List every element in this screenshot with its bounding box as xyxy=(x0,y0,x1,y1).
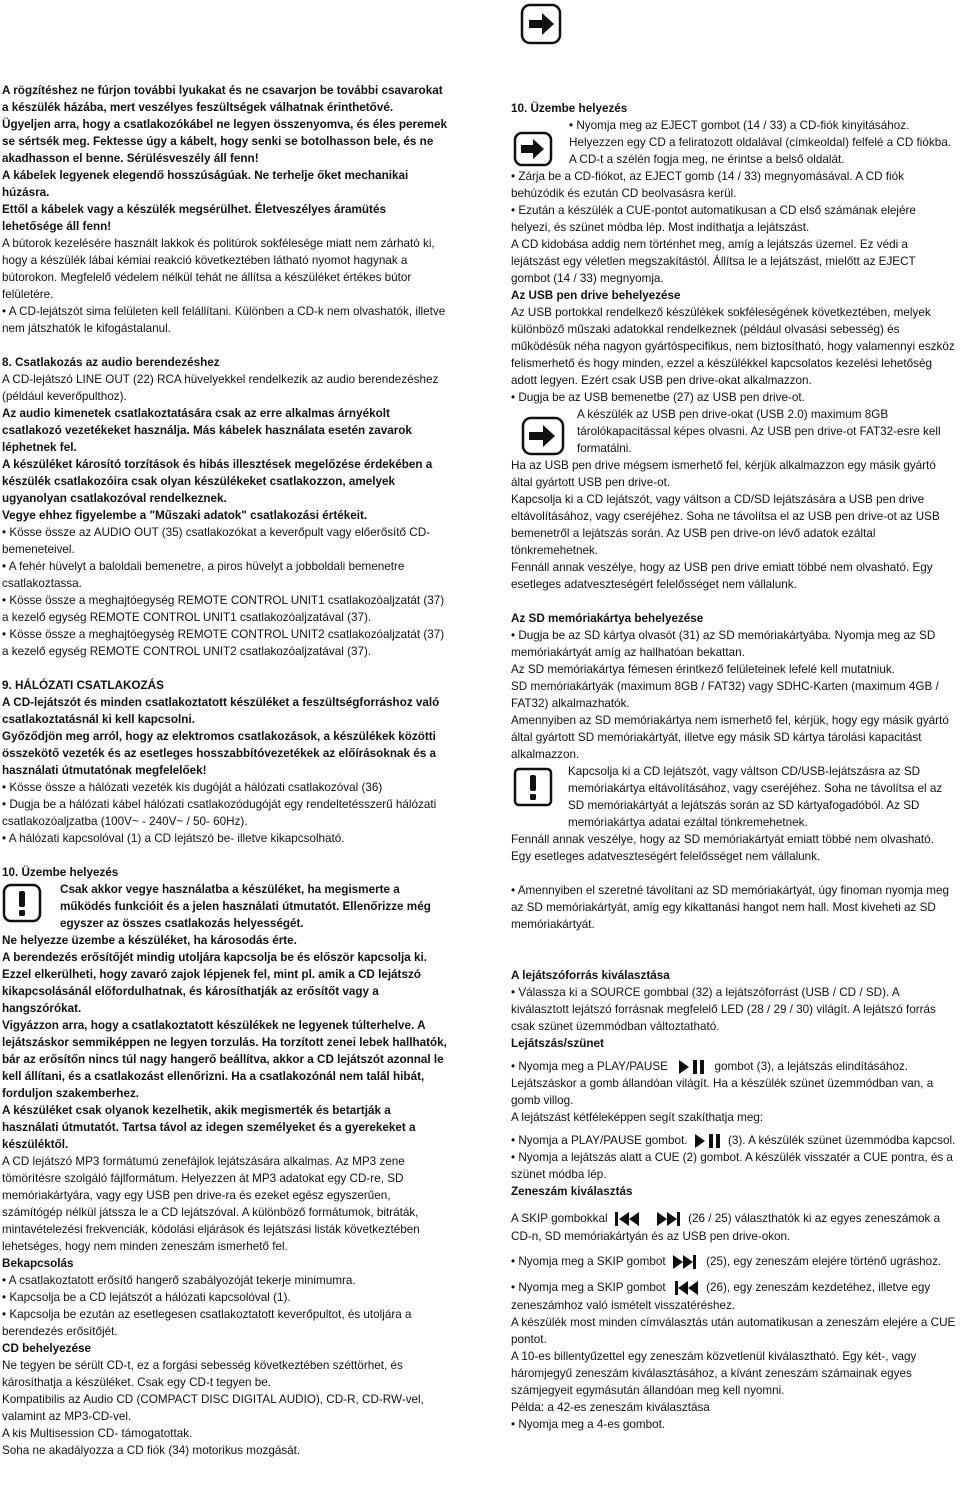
paragraph xyxy=(511,1210,956,1245)
list-item: • Kapcsolja be a CD lejátszót a hálózati kapcsolóval (1). xyxy=(2,1291,291,1304)
skip-forward-icon xyxy=(669,1253,703,1271)
section-heading: 10. Üzembe helyezés xyxy=(2,866,119,879)
warning-paragraph: Ügyeljen arra, hogy a csatlakozókábel ne legyen összenyomva, és éles peremek se sértsék meg. Fektesse úgy a kábelt, hogy senki se botolhasson bele, és ne akadhasson el benne. Sérülésveszély áll fenn! xyxy=(2,118,447,165)
list-item: • Kapcsolja be ezután az esetlegesen csatlakoztatott keverőpultot, és utoljára a berendezés erősítőjét. xyxy=(2,1308,412,1338)
paragraph: Az SD memóriakártya fémesen érintkező felületeinek lefelé kell mutatniuk. xyxy=(511,663,895,676)
list-item: • A hálózati kapcsolóval (1) a CD lejátszó be- illetve kikapcsolható. xyxy=(2,832,345,845)
paragraph: SD memóriakártyák (maximum 8GB / FAT32) vagy SDHC-Karten (maximum 4GB / FAT32) alkalmazhatók. xyxy=(511,680,939,710)
warning-paragraph: A kábelek legyenek elegendő hosszúságúak. Ne terhelje őket mechanikai húzásra. xyxy=(2,169,409,199)
list-item xyxy=(511,1132,956,1149)
list-item: • Kösse össze a meghajtóegység REMOTE CONTROL UNIT2 csatlakozóaljzatát (37) a kezelő egység REMOTE CONTROL UNIT2 csatlakozóaljzatával (37). xyxy=(2,628,445,658)
paragraph: Példa: a 42-es zeneszám kiválasztása xyxy=(511,1401,710,1414)
list-item: • Kösse össze az AUDIO OUT (35) csatlakozókat a keverőpult vagy előerősítő CD-bemeneteivel. xyxy=(2,526,431,556)
paragraph: A CD-lejátszót és minden csatlakoztatott készüléket a feszültségforráshoz való csatlakoztatásnál ki kell kapcsolni. xyxy=(2,696,440,726)
paragraph: A 10-es billentyűzettel egy zeneszám közvetlenül kiválasztható. Egy két-, vagy háromjegyű zeneszám kiválasztásához, a kívánt zeneszám számainak egyes számjegyeit egymásután állandóan meg kell nyomni. xyxy=(511,1350,917,1397)
list-item: • Zárja be a CD-fiókot, az EJECT gomb (14 / 33) megnyomásával. A CD fiók behúzódik és ezután CD beolvasásra kerül. xyxy=(511,170,904,200)
paragraph: Soha ne akadályozza a CD fiók (34) motorikus mozgását. xyxy=(2,1444,301,1457)
text-span: A SKIP gombokkal xyxy=(511,1212,608,1226)
text-span: • Nyomja meg a SKIP gombot xyxy=(511,1281,666,1295)
section-heading: Zeneszám kiválasztás xyxy=(511,1185,633,1198)
list-item: • Dugja be az SD kártya olvasót (31) az SD memóriakártyába. Nyomja meg az SD memóriakártyát amíg az hallhatóan bekattan. xyxy=(511,629,936,659)
text-span: (26), egy zeneszám kezdetéhez, illetve egy zeneszámhoz való ismételt visszatéréshez. xyxy=(511,1281,931,1312)
list-item: • Nyomja meg az EJECT gombot (14 / 33) a CD-fiók kinyitásához. xyxy=(569,119,910,132)
paragraph: A CD lejátszó MP3 formátumú zenefájlok lejátszására alkalmas. Az MP3 zene tömörítésre szolgáló fájlformátum. Helyezzen át MP3 adatokat egy CD-re, SD memóriakártyára, vagy egy USB pen drive-ra és ezeket egész egyszerűen, számítógép nélkül játssza le a CD lejátszóval. A különböző formátumok, bitráták, mintavételezési frekvenciák, kódolási eljárások és lejátszási listák következtében lehetséges, hogy nem minden zeneszám ismerhető fel. xyxy=(2,1155,420,1253)
paragraph: A készüléket csak olyanok kezelhetik, akik megismerték és betartják a használati útmutatót. Tartsa távol az idegen személyeket és a gyerekeket a készüléktől. xyxy=(2,1104,416,1151)
text-span: gombot (3), a lejátszás elindításához. xyxy=(714,1060,909,1073)
section-heading: Lejátszás/szünet xyxy=(511,1037,604,1050)
paragraph: A CD kidobása addig nem történhet meg, amíg a lejátszás üzemel. Ez védi a lejátszást egy véletlen megszakítástól. Állítsa le a lejátszást, mielőtt az EJECT gombot (14 / 33) megnyomja. xyxy=(511,238,916,285)
list-item: • Ezután a készülék a CUE-pontot automatikusan a CD első számának elejére helyezi, és szünet módba lép. Most indíthatja a lejátszást. xyxy=(511,204,916,234)
warning-icon xyxy=(2,883,42,923)
left-column xyxy=(2,82,448,1459)
paragraph: Lejátszáskor a gomb állandóan világít. Ha a készülék szünet üzemmódban van, a gomb villog. xyxy=(511,1077,934,1107)
section-heading: CD behelyezése xyxy=(2,1342,91,1355)
paragraph: Fennáll annak veszélye, hogy az SD memóriakártyát emiatt többé nem olvasható. Egy esetleges adatveszteségért felelősséget nem vállalunk. xyxy=(511,833,934,863)
list-item xyxy=(511,1253,956,1271)
list-item: • Amennyiben el szeretné távolítani az SD memóriakártyát, úgy finoman nyomja meg az SD memóriakártyát, amíg egy kikattanási hangot nem hall. Most kiveheti az SD memóriakártyát. xyxy=(511,884,950,931)
list-item: • Dugja be a hálózati kábel hálózati csatlakozódugóját egy rendeltetésszerű hálózati csatlakozóaljzatba (100V~ - 240V~ / 50- 60Hz). xyxy=(2,798,437,828)
play-pause-icon xyxy=(691,1133,725,1149)
list-item: • Nyomja a lejátszás alatt a CUE (2) gombot. A készülék visszatér a CUE pontra, és a szünet módba lép. xyxy=(511,1151,953,1181)
paragraph: Ne tegyen be sérült CD-t, ez a forgási sebesség következtében széttörhet, és károsíthatja a készüléket. Csak egy CD-t tegyen be. xyxy=(2,1359,403,1389)
list-item: • A csatlakoztatott erősítő hangerő szabályozóját tekerje minimumra. xyxy=(2,1274,356,1287)
skip-back-icon xyxy=(669,1279,703,1297)
text-span: (26 / 25) választhatók ki az egyes zeneszámok a CD-n, SD memóriakártyán és az USB pen drive-okon. xyxy=(511,1212,941,1243)
paragraph: A kis Multisession CD- támogatottak. xyxy=(2,1427,193,1440)
list-item: • Kösse össze a hálózati vezeték kis dugóját a hálózati csatlakozóval (36) xyxy=(2,781,383,794)
text-span: (25), egy zeneszám elejére történő ugráshoz. xyxy=(706,1255,942,1269)
section-heading: A lejátszóforrás kiválasztása xyxy=(511,969,670,982)
paragraph: A CD-lejátszó LINE OUT (22) RCA hüvelyekkel rendelkezik az audio berendezéshez (például keverőpulthoz). xyxy=(2,373,439,403)
list-item: • Dugja be az USB bemenetbe (27) az USB pen drive-ot. xyxy=(511,391,805,404)
paragraph: Az USB portokkal rendelkező készülékek sokféleségének következtében, melyek különböző műszaki adatokkal rendelkeznek (például olvasási sebesség) és működésük néha nagyon gyártóspecifikus, nem biztosítható, hogy valamennyi eszköz felismerhető és hogy minden, ezzel a készülékkel kapcsolatos kezelési lehetőség adott legyen. Ezért csak USB pen drive-okat alkalmazzon. xyxy=(511,306,955,387)
paragraph: A készülék az USB pen drive-okat (USB 2.0) maximum 8GB tárolókapacitással képes olvasni. Az USB pen drive-ot FAT32-esre kell formatálni. xyxy=(577,408,941,455)
list-item xyxy=(511,1058,956,1075)
section-heading: Bekapcsolás xyxy=(2,1257,74,1270)
paragraph: Amennyiben az SD memóriakártya nem ismerhető fel, kérjük, hogy egy másik gyártó által gyártott SD memóriakártyát, illetve egy másik SD kártya tárolási kapacitást alkalmazzon. xyxy=(511,714,949,761)
list-item: • Válassza ki a SOURCE gombbal (32) a lejátszóforrást (USB / CD / SD). A kiválasztott lejátszó forrásnak megfelelő LED (28 / 29 / 30) világít. A lejátszó forrás csak szünet üzemmódban változtatható. xyxy=(511,986,936,1033)
paragraph: Vegye ehhez figyelembe a "Műszaki adatok" csatlakozási értékeit. xyxy=(2,509,368,522)
warning-block xyxy=(511,763,956,831)
paragraph: • A CD-lejátszót sima felületen kell felállítani. Különben a CD-k nem olvashatók, illetve nem játszhatók le kifogástalanul. xyxy=(2,305,446,335)
list-item xyxy=(511,1279,956,1314)
warning-paragraph: Ettől a kábelek vagy a készülék megsérülhet. Életveszélyes áramütés lehetősége áll fenn! xyxy=(2,203,386,233)
paragraph: Helyezzen egy CD a feliratozott oldalával (címkeoldal) felfelé a CD fiókba. A CD-t a szélén fogja meg, ne érintse a belső oldalát. xyxy=(569,136,951,166)
paragraph: A berendezés erősítőjét mindig utoljára kapcsolja be és először kapcsolja ki. Ezzel elkerülheti, hogy zavaró zajok lépjenek fel, mint pl. amik a CD lejátszó kikapcsolásánál előfordulhatnak, és károsíthatják az erősítőt vagy a hangszórókat. xyxy=(2,951,428,1015)
skip-buttons-icon xyxy=(611,1210,685,1228)
paragraph: Ne helyezze üzembe a készüléket, ha károsodás érte. xyxy=(2,934,297,947)
paragraph: Kompatibilis az Audio CD (COMPACT DISC DIGITAL AUDIO), CD-R, CD-RW-vel, valamint az MP3-CD-vel. xyxy=(2,1393,424,1423)
text-span: • Nyomja a PLAY/PAUSE gombot. xyxy=(511,1134,688,1147)
paragraph: Győződjön meg arról, hogy az elektromos csatlakozások, a készülékek közötti összekötő vezeték és az esetleges hosszabbítóvezetékek az előírásoknak és a használati útmutatónak megfelelőek! xyxy=(2,730,436,777)
arrow-right-icon xyxy=(521,416,565,456)
section-heading: 8. Csatlakozás az audio berendezéshez xyxy=(2,356,220,369)
paragraph: Vigyázzon arra, hogy a csatlakoztatott készülékek ne legyenek túlterhelve. A lejátszáskor semmiképpen ne legyen torzulás. Ha torzított zenei lebek hallhatók, bár az erősítőn nincs túl nagy hangerő beállítva, akkor a CD lejátszót azonnal le kell állítani, és a csatlakozást ellenőrizni. Ha a csatlakozónál nem talál hibát, forduljon szakemberhez. xyxy=(2,1019,447,1100)
warning-block xyxy=(2,881,448,932)
paragraph: Az audio kimenetek csatlakoztatására csak az erre alkalmas árnyékolt csatlakozó vezetékeket használja. Más kábelek használata esetén zavarok léphetnek fel. xyxy=(2,407,412,454)
warning-icon xyxy=(513,767,553,807)
paragraph: Ha az USB pen drive mégsem ismerhető fel, kérjük alkalmazzon egy másik gyártó által gyártott USB pen drive-ot. xyxy=(511,459,936,489)
paragraph: A készüléket károsító torzítások és hibás illesztések megelőzése érdekében a készülék csatlakozóira csak olyan készülékeket csatlakozzon, amelyek ugyanolyan csatlakozóval rendelkeznek. xyxy=(2,458,433,505)
paragraph: Kapcsolja ki a CD lejátszót, vagy váltson CD/USB-lejátszásra az SD memóriakártya eltávolításához, vagy cseréjéhez. Soha ne távolítsa el az SD memóriakártyát a lejátszás során az SD kártyafogadóból. Az SD memóriakártya adatai ezáltal tönkremehetnek. xyxy=(568,765,943,829)
text-span: • Nyomja meg a PLAY/PAUSE xyxy=(511,1060,668,1073)
note-block xyxy=(511,406,956,457)
play-pause-icon xyxy=(671,1059,711,1075)
paragraph: Csak akkor vegye használatba a készüléket, ha megismerte a működés funkcióit és a jelen használati útmutatót. Ellenőrizze még egyszer az összes csatlakozás helyességét. xyxy=(60,883,431,930)
paragraph: A lejátszást kétféleképpen segít szakíthatja meg: xyxy=(511,1111,764,1124)
paragraph: A készülék most minden címválasztás után automatikusan a zeneszám elejére a CUE pontot. xyxy=(511,1316,956,1346)
list-item: • Kösse össze a meghajtóegység REMOTE CONTROL UNIT1 csatlakozóaljzatát (37) a kezelő egység REMOTE CONTROL UNIT1 csatlakozóaljzatával (37). xyxy=(2,594,445,624)
section-heading: 10. Üzembe helyezés xyxy=(511,102,628,115)
arrow-right-icon xyxy=(513,131,553,167)
text-span: (3). A készülék szünet üzemmódba kapcsol. xyxy=(727,1134,956,1147)
section-heading: 9. HÁLÓZATI CSATLAKOZÁS xyxy=(2,679,164,692)
right-column xyxy=(511,100,956,1433)
note-block xyxy=(511,117,956,168)
list-item: • A fehér hüvelyt a baloldali bemenetre, a piros hüvelyt a jobboldali bemenetre csatlakoztassa. xyxy=(2,560,405,590)
arrow-right-icon xyxy=(520,3,562,45)
list-item: • Nyomja meg a 4-es gombot. xyxy=(511,1418,666,1431)
text-span: • Nyomja meg a SKIP gombot xyxy=(511,1255,666,1269)
section-heading: Az SD memóriakártya behelyezése xyxy=(511,612,704,625)
section-heading: Az USB pen drive behelyezése xyxy=(511,289,681,302)
paragraph: Kapcsolja ki a CD lejátszót, vagy váltson a CD/SD lejátszására a USB pen drive eltávolításához, vagy cseréjéhez. Soha ne távolítsa el az USB pen drive-ot az USB bemenetről a lejátszás során. Az USB pen drive-on lévő adatok ezáltal tönkremehetnek. xyxy=(511,493,940,557)
paragraph: A bútorok kezelésére használt lakkok és politúrok sokfélesége miatt nem zárható ki, hogy a készülék lábai kémiai reakció következtében látható nyomot hagynak a bútorokon. Megfelelő védelem nélkül tehát ne állítsa a készüléket értékes bútor felületére. xyxy=(2,237,435,301)
paragraph: Fennáll annak veszélye, hogy az USB pen drive emiatt többé nem olvasható. Egy esetleges adatveszteségért felelősséget nem vállalunk. xyxy=(511,561,933,591)
warning-paragraph: A rögzítéshez ne fúrjon további lyukakat és ne csavarjon be további csavarokat a készülék házába, mert veszélyes feszültségek válhatnak érinthetővé. xyxy=(2,84,443,114)
